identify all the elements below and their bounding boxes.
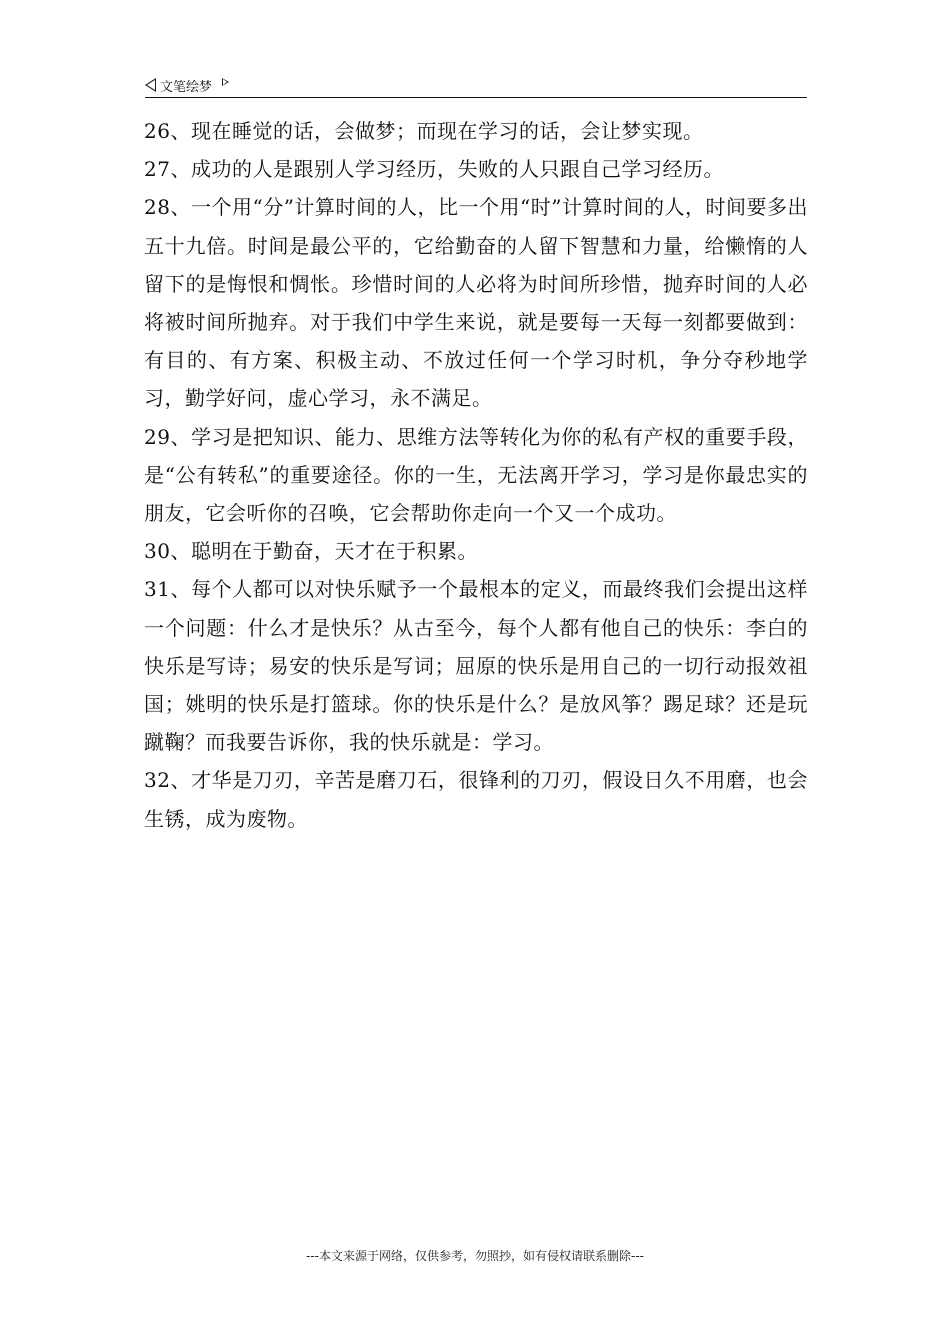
document-body	[144, 112, 808, 838]
header-title: 文笔绘梦	[160, 79, 213, 95]
paragraph-29: 29、学习是把知识、能力、思维方法等转化为你的私有产权的重要手段，是“公有转私”的重要途径。你的一生，无法离开学习，学习是你最忠实的朋友，它会听你的召唤，它会帮助你走向一个又一个成功。	[144, 424, 808, 526]
paragraph-27: 27、成功的人是跟别人学习经历，失败的人只跟自己学习经历。	[144, 157, 724, 182]
triangle-right-icon	[222, 78, 229, 86]
paragraph-28: 28、一个用“分”计算时间的人，比一个用“时”计算时间的人，时间要多出五十九倍。时间是最公平的，它给勤奋的人留下智慧和力量，给懒惰的人留下的是悔恨和惆怅。珍惜时间的人必将为时间所珍惜，抛弃时间的人必将被时间所抛弃。对于我们中学生来说，就是要每一天每一刻都要做到：有目的、有方案、积极主动、不放过任何一个学习时机，争分夺秒地学习，勤学好问，虚心学习，永不满足。	[144, 195, 808, 411]
paragraph-30: 30、聪明在于勤奋，天才在于积累。	[144, 539, 478, 564]
triangle-left-icon	[145, 78, 156, 92]
page-header	[145, 74, 807, 96]
paragraph-32: 32、才华是刀刃，辛苦是磨刀石，很锋利的刀刃，假设日久不用磨，也会生锈，成为废物。	[144, 768, 808, 831]
paragraph-26: 26、现在睡觉的话，会做梦；而现在学习的话，会让梦实现。	[144, 119, 704, 143]
header-divider	[145, 97, 807, 98]
paragraph-31: 31、每个人都可以对快乐赋予一个最根本的定义，而最终我们会提出这样一个问题：什么才是快乐？从古至今，每个人都有他自己的快乐：李白的快乐是写诗；易安的快乐是写词；屈原的快乐是用自己的一切行动报效祖国；姚明的快乐是打篮球。你的快乐是什么？是放风筝？踢足球？还是玩蹴鞠？而我要告诉你，我的快乐就是：学习。	[144, 577, 808, 755]
page-footer: ---本文来源于网络，仅供参考，勿照抄，如有侵权请联系删除---	[306, 1249, 644, 1263]
